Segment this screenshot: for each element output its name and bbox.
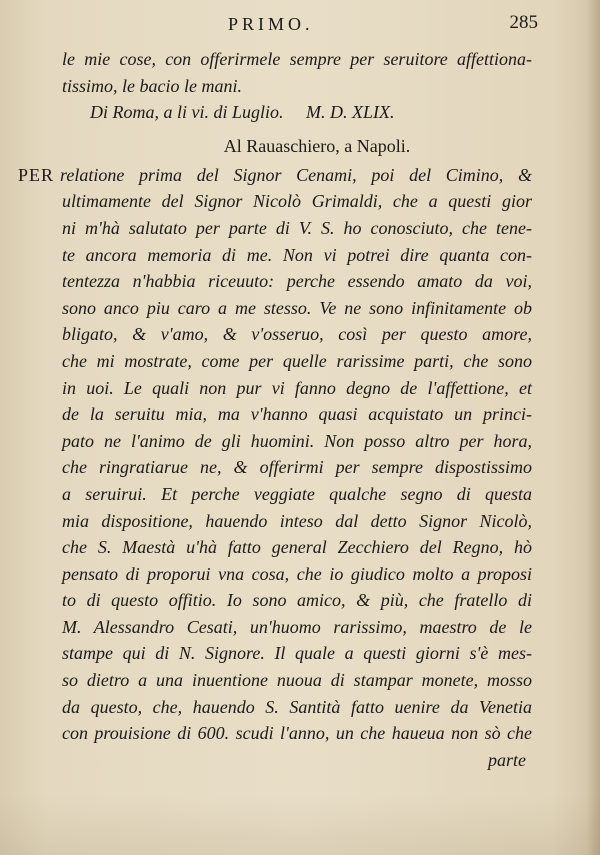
text-line: tentezza n'habbia riceuuto: perche essendo amato da voi, xyxy=(62,271,532,292)
dateline-year: M. D. XLIX. xyxy=(306,102,395,123)
text-line: a seruirui. Et perche veggiate qualche segno di questa xyxy=(62,483,532,504)
text-line: to di questo offitio. Io sono amico, & più, che fratello di xyxy=(62,590,532,611)
dateline xyxy=(62,99,532,126)
text-line: pensato di proporui vna cosa, che io giudico molto a proposi xyxy=(62,563,532,584)
text-line: bligato, & v'amo, & v'osseruo, così per questo amore, xyxy=(62,324,532,345)
text-line: stampe qui di N. Signore. Il quale a questi giorni s'è mes- xyxy=(62,643,532,664)
text-line: le mie cose, con offerirmele sempre per seruitore affettiona- xyxy=(62,49,532,69)
initial-word: PER xyxy=(18,164,55,185)
catchword: parte xyxy=(488,749,526,770)
text-line: sono anco piu caro a me stesso. Ve ne sono infinitamente ob xyxy=(62,297,532,318)
text-line: te ancora memoria di me. Non vi potrei dire quanta con- xyxy=(62,244,532,265)
text-line: da questo, che, hauendo S. Santità fatto uenire da Venetia xyxy=(62,696,532,717)
text-line: de la seruitu mia, ma v'hanno quasi acquistato un princi- xyxy=(62,404,532,425)
text-line: che mi mostrate, come per quelle rarissime parti, che sono xyxy=(62,350,532,371)
text-line: pato ne l'animo de gli huomini. Non posso altro per hora, xyxy=(62,430,532,451)
text-line: che ringratiarue ne, & offerirmi per sempre dispostissimo xyxy=(62,457,532,478)
running-head: PRIMO. xyxy=(228,14,314,34)
text-line: con prouisione di 600. scudi l'anno, un che haueua non sò che xyxy=(62,723,532,744)
text-line: ultimamente del Signor Nicolò Grimaldi, che a questi gior xyxy=(62,191,532,212)
page-header xyxy=(0,12,600,40)
text-line: so dietro a una inuentione nuoua di stampar monete, mosso xyxy=(62,670,532,691)
page-number: 285 xyxy=(509,12,538,33)
page-edge-shadow xyxy=(586,0,600,855)
text-line: mia dispositione, hauendo inteso dal detto Signor Nicolò, xyxy=(62,510,532,531)
page-bottom-tone xyxy=(0,795,600,855)
text-line: che S. Maestà u'hà fatto general Zecchiero del Regno, hò xyxy=(62,537,532,558)
dateline-place: Di Roma, a li vi. di Luglio. xyxy=(90,102,284,123)
text-line: ni m'hà salutato per parte di V. S. ho conosciuto, che tene- xyxy=(62,217,532,238)
text-line: tissimo, le bacio le mani. xyxy=(62,75,242,96)
text-block xyxy=(18,46,532,773)
text-line: M. Alessandro Cesati, un'huomo rarissimo, maestro de le xyxy=(62,616,532,637)
letter-heading: Al Rauaschiero, a Napoli. xyxy=(223,135,411,156)
text-line-content: relatione prima del Signor Cenami, poi del Cimino, & xyxy=(60,164,532,185)
text-line: in uoi. Le quali non pur vi fanno degno de l'affettione, et xyxy=(62,377,532,398)
text-line xyxy=(18,162,532,189)
